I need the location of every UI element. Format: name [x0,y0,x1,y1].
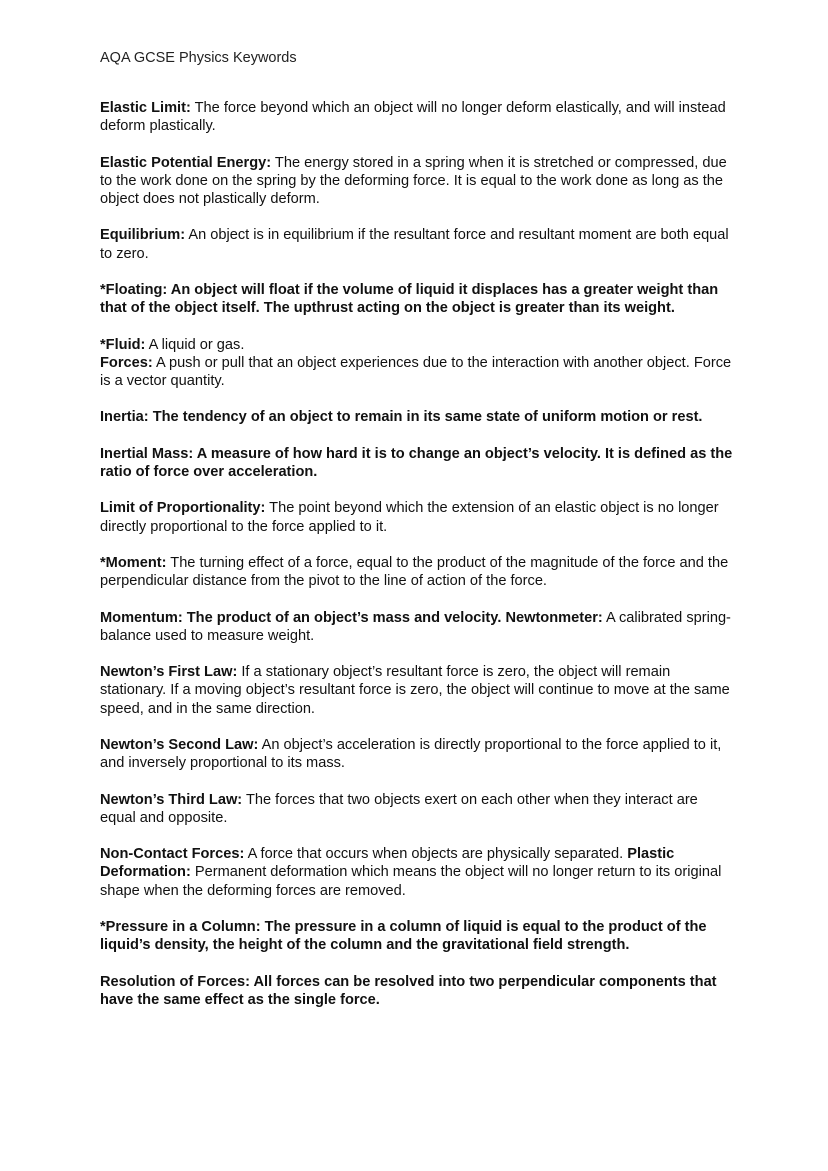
keyword-entry [100,609,734,645]
keyword-term: *Fluid: [100,336,146,353]
keyword-entry [100,354,734,390]
keyword-term: Newton’s Second Law: [100,736,259,753]
keyword-entry [100,226,734,262]
keyword-term: Plastic Deformation: [100,846,675,881]
keyword-entry [100,791,734,827]
keyword-term: *Floating: An object will float if the volume of liquid it displaces has a greater weight than that of the object itself. The upthrust acting on the object is greater than its weight. [100,281,719,317]
keyword-term: Newton’s Third Law: [100,791,243,808]
keyword-term: Inertial Mass: A measure of how hard it is to change an object’s velocity. It is defined as the ratio of force over acceleration. [100,445,733,480]
keyword-term: Elastic Limit: [100,100,191,116]
keyword-entry [100,499,734,535]
keyword-term: Momentum: The product of an object’s mass and velocity. Newtonmeter: [100,609,603,626]
keyword-definition: The point beyond which the extension of an elastic object is no longer directly proportional to the force applied to it. [100,500,719,535]
keyword-definition: If a stationary object’s resultant force is zero, the object will remain stationary. If a moving object’s resultant force is zero, the object will continue to move at the same speed, and in the same direction. [100,664,730,717]
keyword-definition: A liquid or gas. [145,336,245,353]
keyword-entry [100,99,734,135]
keyword-entry [100,663,734,718]
keyword-definition: A calibrated spring-balance used to measure weight. [100,609,731,644]
keyword-term: *Pressure in a Column: The pressure in a column of liquid is equal to the product of the liquid’s density, the height of the column and the gravitational field strength. [100,918,707,954]
keyword-list [100,99,734,1027]
keyword-entry [100,554,734,590]
keyword-entry [100,336,734,354]
keyword-term: Inertia: The tendency of an object to remain in its same state of uniform motion or rest. [100,409,703,426]
keyword-definition: The force beyond which an object will no longer deform elastically, and will instead deform plastically. [100,100,726,135]
keyword-definition: A push or pull that an object experiences due to the interaction with another object. Force is a vector quantity. [100,354,732,389]
keyword-entry [100,281,734,317]
keyword-definition: A force that occurs when objects are physically separated. [244,846,628,863]
keyword-entry [100,408,734,426]
keyword-definition: The energy stored in a spring when it is stretched or compressed, due to the work done on the spring by the deforming force. It is equal to the work done as long as the object does not plastically deform. [100,154,727,207]
keyword-entry [100,445,734,481]
keyword-term: Limit of Proportionality: [100,500,266,517]
keyword-definition: An object’s acceleration is directly proportional to the force applied to it, and inversely proportional to its mass. [100,736,722,772]
keyword-term: *Moment: [100,554,167,571]
keyword-term: Forces: [100,354,153,371]
keyword-definition: An object is in equilibrium if the resultant force and resultant moment are both equal to zero. [100,227,729,262]
keyword-term: Non-Contact Forces: [100,846,245,863]
keyword-term: Equilibrium: [100,227,186,244]
keyword-definition: The turning effect of a force, equal to the product of the magnitude of the force and the perpendicular distance from the pivot to the line of action of the force. [100,554,729,590]
page-header-title: AQA GCSE Physics Keywords [100,50,297,66]
keyword-entry [100,845,734,900]
keyword-definition: Permanent deformation which means the object will no longer return to its original shape when the deforming forces are removed. [100,864,722,899]
keyword-term: Resolution of Forces: All forces can be resolved into two perpendicular components that have the same effect as the single force. [100,973,717,1008]
keyword-term: Newton’s First Law: [100,664,238,681]
keyword-entry [100,918,734,954]
keyword-entry [100,154,734,209]
keyword-entry [100,973,734,1009]
keyword-term: Elastic Potential Energy: [100,154,272,171]
keyword-definition: The forces that two objects exert on each other when they interact are equal and opposite. [100,791,698,826]
keyword-entry [100,736,734,772]
